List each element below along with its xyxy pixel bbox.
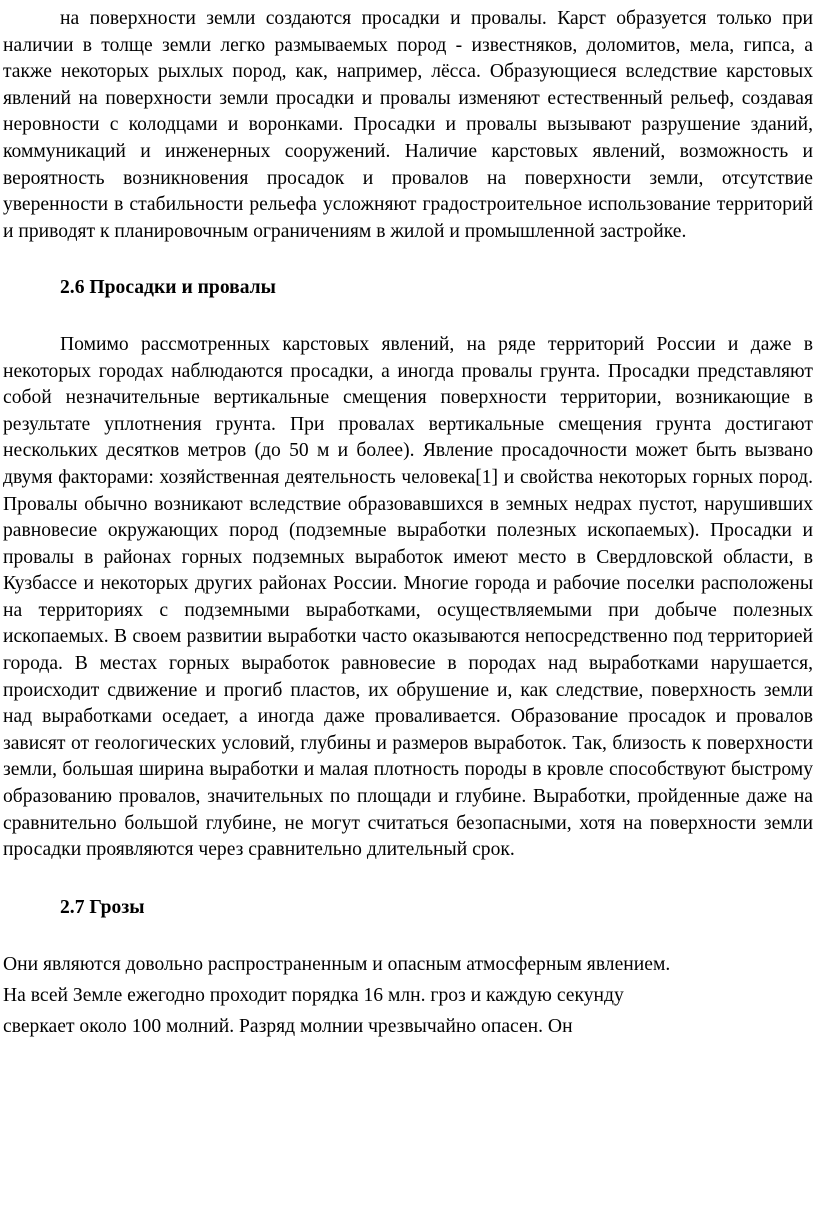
text-line: сверкает около 100 молний. Разряд молнии чрезвычайно опасен. Он [3,1016,573,1038]
paragraph-karst: на поверхности земли создаются просадки и провалы. Карст образуется только при наличии в толще земли легко размываемых пород - известняков, доломитов, мела, гипса, а также некоторых рыхлых пород, как, например, лёсса. Образующиеся вследствие карстовых явлений на поверхности земли просадки и провалы изменяют естественный рельеф, создавая неровности с колодцами и воронками. Просадки и провалы вызывают разрушение зданий, коммуникаций и инженерных сооружений. Наличие карстовых явлений, возможность и вероятность возникновения просадок и провалов на поверхности земли, отсутствие уверенности в стабильности рельефа усложняют градостроительное использование территорий и приводят к планировочным ограничениям в жилой и промышленной застройке. [3,8,813,242]
paragraph-thunderstorms [3,949,813,1042]
text-line: На всей Земле ежегодно проходит порядка 16 млн. гроз и каждую секунду [3,985,624,1007]
section-heading-thunderstorms: 2.7 Грозы [60,896,145,918]
section-heading-subsidence: 2.6 Просадки и провалы [60,277,276,299]
paragraph-subsidence: Помимо рассмотренных карстовых явлений, на ряде территорий России и даже в некоторых городах наблюдаются просадки, а иногда провалы грунта. Просадки представляют собой незначительные вертикальные смещения поверхности территории, возникающие в результате уплотнения грунта. При провалах вертикальные смещения грунта достигают нескольких десятков метров (до 50 м и более). Явление просадочности может быть вызвано двумя факторами: хозяйственная деятельность человека[1] и свойства некоторых горных пород. Провалы обычно возникают вследствие образовавшихся в земных недрах пустот, нарушивших равновесие окружающих пород (подземные выработки полезных ископаемых). Просадки и провалы в районах горных подземных выработок имеют место в Свердловской области, в Кузбассе и некоторых других районах России. Многие города и рабочие поселки расположены на территориях с подземными выработками, осуществляемыми при добыче полезных ископаемых. В своем развитии выработки часто оказываются непосредственно под территорией города. В местах горных выработок равновесие в породах над выработками нарушается, происходит сдвижение и прогиб пластов, их обрушение и, как следствие, поверхность земли над выработками оседает, а иногда даже проваливается. Образование просадок и провалов зависят от геологических условий, глубины и размеров выработок. Так, близость к поверхности земли, большая ширина выработки и малая плотность породы в кровле способствуют быстрому образованию провалов, значительных по площади и глубине. Выработки, пройденные даже на сравнительно большой глубине, не могут считаться безопасными, хотя на поверхности земли просадки проявляются через сравнительно длительный срок. [3,333,813,861]
text-line: Они являются довольно распространенным и опасным атмосферным явлением. [3,954,671,976]
